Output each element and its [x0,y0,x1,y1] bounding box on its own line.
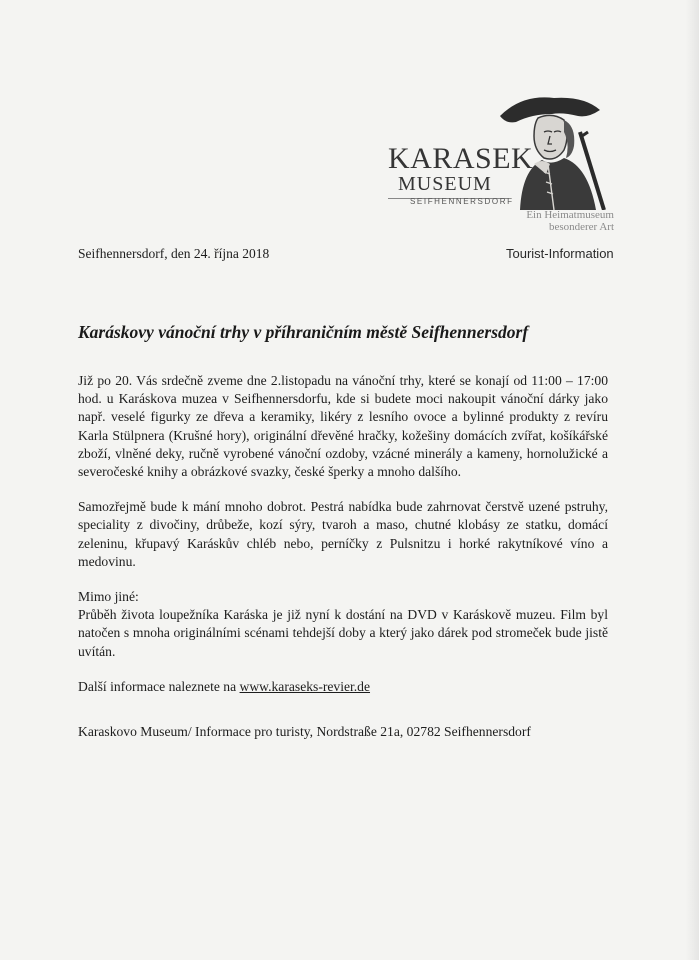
dateline: Seifhennersdorf, den 24. října 2018 [78,246,270,261]
letter-body [78,372,608,713]
tourist-information: Tourist-Information [506,246,614,261]
website-link[interactable]: www.karaseks-revier.de [239,678,371,694]
logo-town: SEIFHENNERSDORF [410,197,514,206]
paragraph-dvd-title: Mimo jiné: [78,589,139,605]
footer-address: Karaskovo Museum/ Informace pro turisty, Nordstraße 21a, 02782 Seifhennersdorf [78,724,531,739]
logo-museum: MUSEUM [398,173,492,195]
info-text: Další informace naleznete na [78,678,240,694]
karasek-museum-logo [388,92,618,242]
paragraph-food: Samozřejmě bude k mání mnoho dobrot. Pestrá nabídka bude zahrnovat čerstvě uzené pstruhy, speciality z divočiny, drůbeže, kozí sýry, tvaroh a maso, chutné klobásy ze statku, domácí zeleninu, křupavý Karáskův chléb nebo, perníčky z Pulsnitzu i horké rakytníkové víno a medovinu. [78,499,608,569]
paragraph-info [78,678,608,696]
logo-tagline [526,209,614,233]
logo-tagline-line-1: Ein Heimatmuseum [526,209,614,221]
paragraph-dvd-text: Průběh života loupežníka Karáska je již nyní k dostání na DVD v Karáskově muzeu. Film byl natočen s mnoha originálními scénami tehdejší doby a který jako dárek pod stromeček bude jistě uvítán. [78,607,608,659]
paragraph-dvd [78,588,608,661]
logo-tagline-line-2: besonderer Art [548,221,614,233]
page-title: Karáskovy vánoční trhy v příhraničním městě Seifhennersdorf [78,322,529,342]
logo-name: KARASEK [388,142,534,175]
paragraph-intro: Již po 20. Vás srdečně zveme dne 2.listopadu na vánoční trhy, které se konají od 11:00 – 17:00 hod. u Karáskova muzea v Seifhennersdorfu, kde si budete moci nakoupit vánoční dárky jako např. veselé figurky ze dřeva a keramiky, likéry z lesního ovoce a bylinné produkty z revíru Karla Stülpnera (Krušné hory), originální dřevěné hračky, kožešiny domácích zvířat, košíkářské zboží, vlněné deky, ručně vyrobené vánoční ozdoby, vzácné minerály a kameny, hornolužické a severočeské knihy a obrázkové svazky, české šperky a mnoho dalšího. [78,373,608,480]
